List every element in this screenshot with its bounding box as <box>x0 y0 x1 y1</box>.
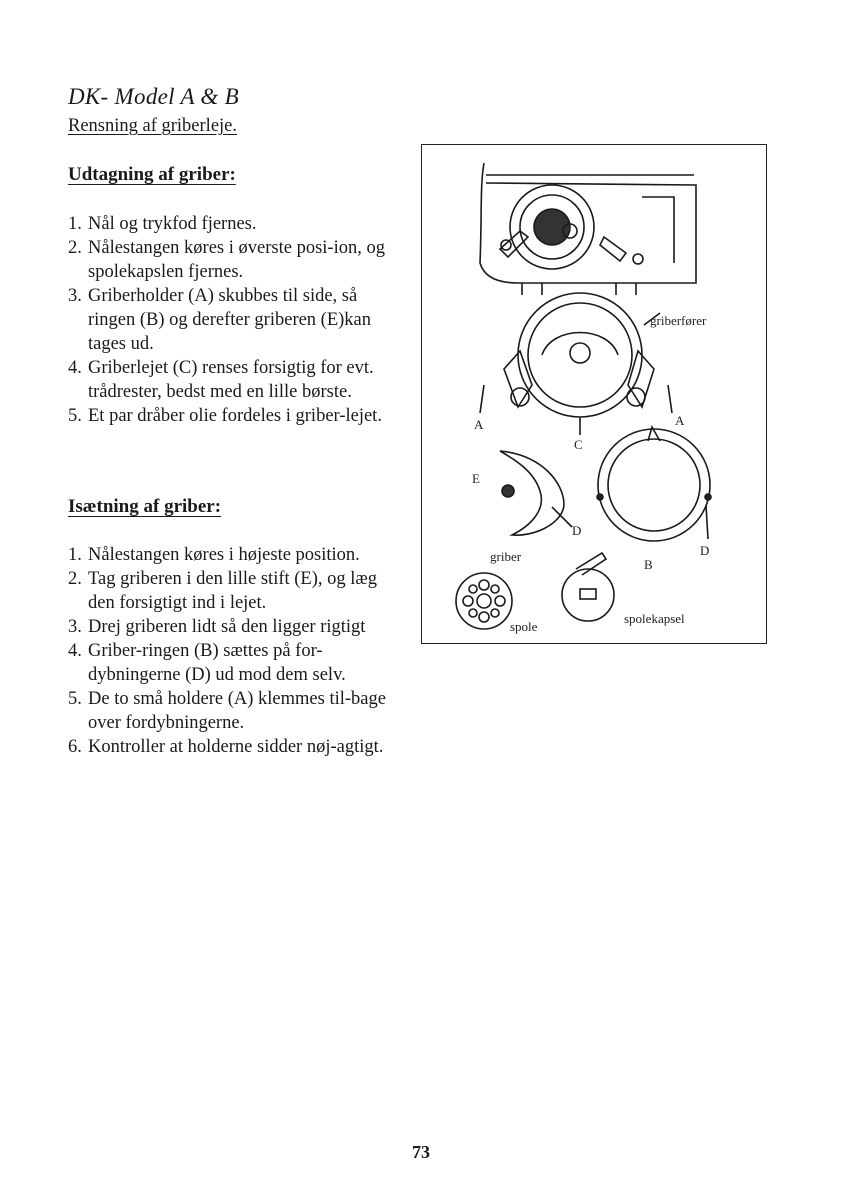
page-number: 73 <box>412 1142 430 1162</box>
insertion-steps <box>68 543 398 759</box>
ring-drawing <box>597 427 711 541</box>
insertion-step: 2. Tag griberen i den lille stift (E), og læg den forsigtigt ind i lejet. <box>68 569 377 613</box>
insertion-step: 6. Kontroller at holderne sidder nøj-agtigt. <box>68 737 384 757</box>
insertion-step: 1. Nålestangen køres i højeste position. <box>68 545 360 565</box>
removal-heading: Udtagning af griber: <box>68 164 236 185</box>
removal-step: 3. Griberholder (A) skubbes til side, så ringen (B) og derefter griberen (E)kan tages ud. <box>68 286 372 354</box>
insertion-step: 4. Griber-ringen (B) sættes på for-dybningerne (D) ud mod dem selv. <box>68 641 346 685</box>
removal-step: 5. Et par dråber olie fordeles i griber-lejet. <box>68 406 382 426</box>
model-title: DK- Model A & B <box>68 84 240 109</box>
removal-steps <box>68 212 398 428</box>
label-spolekapsel: spolekapsel <box>624 611 685 626</box>
label-griberforer: griberfører <box>650 313 707 328</box>
insertion-heading: Isætning af griber: <box>68 496 222 517</box>
label-e: E <box>472 471 480 486</box>
removal-step: 1. Nål og trykfod fjernes. <box>68 214 257 234</box>
removal-step: 4. Griberlejet (C) renses forsigtig for evt. trådrester, bedst med en lille børste. <box>68 358 374 402</box>
label-d-left: D <box>572 523 582 538</box>
section-subtitle: Rensning af griberleje. <box>68 116 238 136</box>
bobbin-drawing <box>456 573 512 629</box>
hook-drawing <box>500 451 572 535</box>
removal-step: 2. Nålestangen køres i øverste posi-ion, og spolekapslen fjernes. <box>68 238 385 282</box>
insertion-step: 3. Drej griberen lidt så den ligger rigtigt <box>68 617 366 637</box>
label-griber: griber <box>490 549 522 564</box>
label-c: C <box>574 437 583 452</box>
machine-bed-drawing <box>480 163 696 295</box>
label-spole: spole <box>510 619 538 634</box>
hook-race-drawing <box>480 293 672 435</box>
label-a-right: A <box>675 413 685 428</box>
label-b: B <box>644 557 653 572</box>
bobbin-case-drawing <box>562 553 614 621</box>
label-d-right: D <box>700 543 710 558</box>
insertion-step: 5. De to små holdere (A) klemmes til-bage over fordybningerne. <box>68 689 386 733</box>
label-a-left: A <box>474 417 484 432</box>
hook-assembly-figure <box>421 144 767 644</box>
hook-assembly-illustration <box>422 145 768 645</box>
